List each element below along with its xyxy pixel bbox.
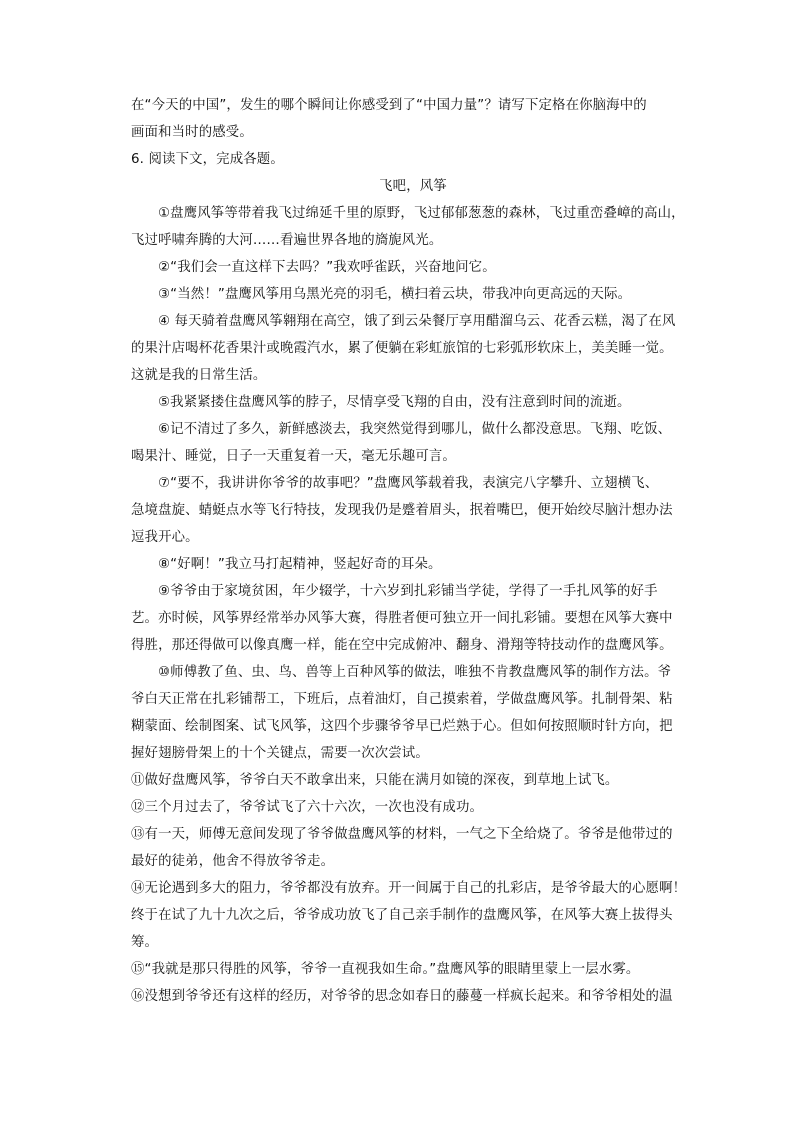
- text-line: ⑯没想到爷爷还有这样的经历，对爷爷的思念如春日的藤蔓一样疯长起来。和爷爷相处的温: [131, 989, 673, 1004]
- text-line: ②“我们会一直这样下去吗？”我欢呼雀跃，兴奋地问它。: [158, 260, 496, 275]
- text-line: ⑧“好啊！”我立马打起精神，竖起好奇的耳朵。: [158, 557, 442, 572]
- text-line: 握好翅膀骨架上的十个关键点，需要一次次尝试。: [131, 746, 429, 761]
- text-line: 爷白天正常在扎彩铺帮工，下班后，点着油灯，自己摸索着，学做盘鹰风筝。扎制骨架、粘: [131, 692, 673, 707]
- text-line: ⑪做好盘鹰风筝，爷爷白天不敢拿出来，只能在满月如镜的深夜，到草地上试飞。: [131, 773, 619, 788]
- text-line: 这就是我的日常生活。: [131, 368, 267, 383]
- text-line: 急境盘旋、蜻蜓点水等飞行特技，发现我仍是蹙着眉头，抿着嘴巴，便开始绞尽脑汁想办法: [131, 503, 673, 518]
- text-line: 喝果汁、睡觉，日子一天重复着一天，毫无乐趣可言。: [131, 449, 456, 464]
- article-title: 飞吧，风筝: [379, 179, 447, 194]
- text-line: ⑨爷爷由于家境贫困，年少辍学，十六岁到扎彩铺当学徒，学得了一手扎风筝的好手: [158, 584, 658, 599]
- text-line: ⑤我紧紧搂住盘鹰风筝的脖子，尽情享受飞翔的自由，没有注意到时间的流逝。: [158, 395, 631, 410]
- text-line: 糊蒙面、绘制图案、试飞风筝，这四个步骤爷爷早已烂熟于心。但如何按照顺时针方向，把: [131, 719, 673, 734]
- text-line: 飞过呼啸奔腾的大河……看遍世界各地的旖旎风光。: [131, 233, 443, 248]
- text-line: 画面和当时的感受。: [131, 125, 253, 140]
- text-line: ⑦“要不，我讲讲你爷爷的故事吧？”盘鹰风筝载着我，表演完八字攀升、立翅横飞、: [158, 476, 659, 491]
- text-line: ③“当然！”盘鹰风筝用乌黑光亮的羽毛，横扫着云块，带我冲向更高远的天际。: [158, 287, 632, 302]
- text-line: 的果汁店喝杯花香果汁或晚霞汽水，累了便躺在彩虹旅馆的七彩弧形软床上，美美睡一觉。: [131, 341, 673, 356]
- text-line: 艺。亦时候，风筝界经常举办风筝大赛，得胜者便可独立开一间扎彩铺。要想在风筝大赛中: [131, 611, 673, 626]
- text-line: 筹。: [131, 935, 159, 950]
- text-line: ⑬有一天，师傅无意间发现了爷爷做盘鹰风筝的材料，一气之下全给烧了。爷爷是他带过的: [131, 827, 673, 842]
- text-line: ⑩师傅教了鱼、虫、鸟、兽等上百种风筝的做法，唯独不肯教盘鹰风筝的制作方法。爷: [158, 665, 672, 680]
- text-line: ⑫三个月过去了，爷爷试飞了六十六次，一次也没有成功。: [131, 800, 484, 815]
- text-line: 在“今天的中国”，发生的哪个瞬间让你感受到了“中国力量”？请写下定格在你脑海中的: [131, 98, 647, 113]
- text-line: 得胜，那还得做可以像真鹰一样，能在空中完成俯冲、翻身、滑翔等特技动作的盘鹰风筝。: [131, 638, 673, 653]
- text-line: ⑥记不清过了多久，新鲜感淡去，我突然觉得到哪儿，做什么都没意思。飞翔、吃饭、: [158, 422, 672, 437]
- text-line: 最好的徒弟，他舍不得放爷爷走。: [131, 854, 335, 869]
- text-line: ④ 每天骑着盘鹰风筝翱翔在高空，饿了到云朵餐厅享用醋溜乌云、花香云糕，渴了在风: [158, 314, 676, 329]
- text-line: ⑮“我就是那只得胜的风筝，爷爷一直视我如生命。”盘鹰风筝的眼睛里蒙上一层水雾。: [131, 962, 640, 977]
- text-line: 逗我开心。: [131, 530, 199, 545]
- text-line: ⑭无论遇到多大的阻力，爷爷都没有放弃。开一间属于自己的扎彩店，是爷爷最大的心愿啊！: [131, 881, 687, 896]
- text-line: ①盘鹰风筝等带着我飞过绵延千里的原野，飞过郁郁葱葱的森林，飞过重峦叠嶂的高山，: [158, 206, 685, 221]
- text-line: 终于在试了九十九次之后，爷爷成功放飞了自己亲手制作的盘鹰风筝，在风筝大赛上拔得头: [131, 908, 673, 923]
- article-text: [131, 92, 695, 1010]
- text-line: 6. 阅读下文，完成各题。: [131, 152, 284, 167]
